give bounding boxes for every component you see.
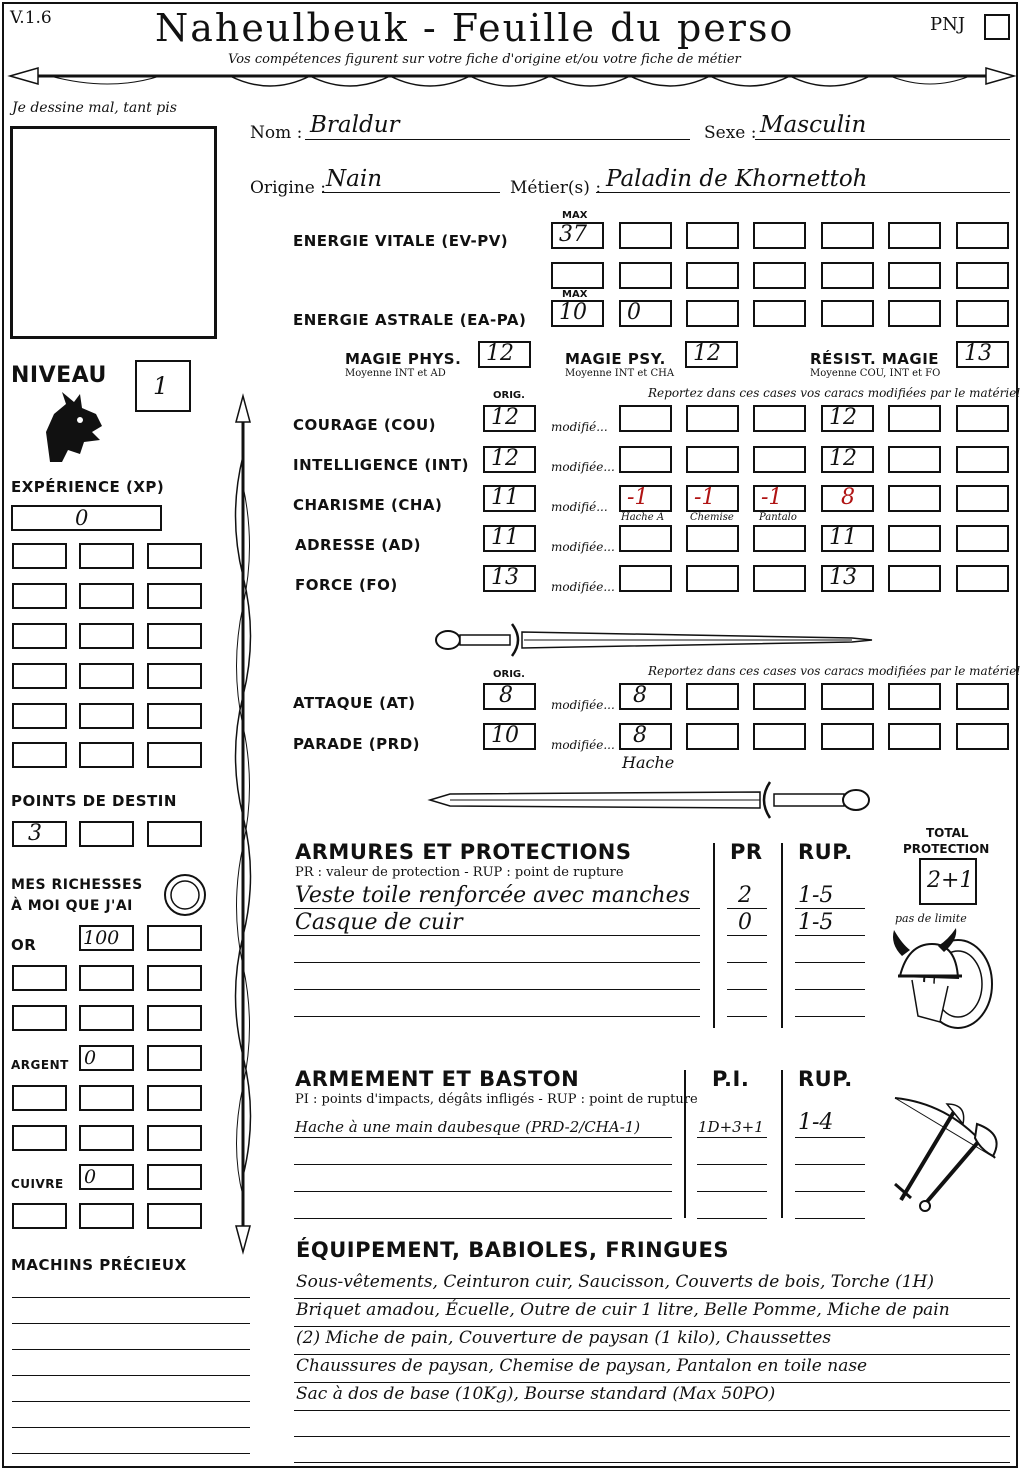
cou-mod-box[interactable] <box>753 405 806 432</box>
treasure-line[interactable] <box>12 1375 250 1376</box>
weapon-row-line <box>294 1137 672 1138</box>
cha-mod-box[interactable] <box>686 485 739 512</box>
armor-row-line[interactable] <box>294 962 700 963</box>
total-protection-label-1: TOTAL <box>926 826 969 840</box>
or-box[interactable] <box>79 925 134 951</box>
xp-grid-box[interactable] <box>12 663 67 689</box>
fo-mod-box[interactable] <box>888 565 941 592</box>
armor-note: PR : valeur de protection - RUP : point de rupture <box>295 865 624 880</box>
armor-row-line <box>727 908 767 909</box>
fo-orig-value: 13 <box>491 565 519 590</box>
ev-box[interactable] <box>821 262 874 289</box>
magie-psy-sub: Moyenne INT et CHA <box>565 368 675 379</box>
fo-mod-value: 13 <box>829 565 857 590</box>
xp-grid-box[interactable] <box>12 742 67 768</box>
ea-box[interactable] <box>686 300 739 327</box>
coin-icon <box>162 872 208 918</box>
prd-mod-box[interactable] <box>619 723 672 750</box>
int-mod-box[interactable] <box>753 446 806 473</box>
at-mod-box[interactable] <box>821 683 874 710</box>
ea-box[interactable] <box>821 300 874 327</box>
cou-modif-label: modifié... <box>551 420 608 434</box>
int-orig-value: 12 <box>491 446 519 471</box>
page-title: Naheulbeuk - Feuille du perso <box>155 6 795 50</box>
origine-underline <box>322 192 500 193</box>
ea-max-box[interactable] <box>551 300 604 327</box>
niveau-box[interactable] <box>135 360 191 412</box>
cha-mod-1-caption: Hache A <box>621 512 665 523</box>
weapon-item-name[interactable]: Hache à une main daubesque (PRD-2/CHA-1) <box>295 1118 641 1136</box>
at-mod-box[interactable] <box>619 683 672 710</box>
xp-grid-box[interactable] <box>147 543 202 569</box>
crossed-weapons-icon <box>885 1094 1005 1216</box>
ev-max-value: 37 <box>559 222 587 247</box>
or-box[interactable] <box>147 965 202 991</box>
equipment-line[interactable]: Briquet amadou, Écuelle, Outre de cuir 1 litre, Belle Pomme, Miche de pain <box>296 1300 950 1320</box>
equipment-row-line <box>294 1382 1010 1383</box>
ad-mod-value: 11 <box>829 525 857 550</box>
argent-box[interactable] <box>79 1085 134 1111</box>
magie-phys-sub: Moyenne INT et AD <box>345 368 446 379</box>
ea-box[interactable] <box>753 300 806 327</box>
destin-box[interactable] <box>147 821 202 847</box>
nom-underline <box>305 139 690 140</box>
treasure-line[interactable] <box>12 1349 250 1350</box>
armor-row-line[interactable] <box>795 989 865 990</box>
weapon-row-line[interactable] <box>795 1218 865 1219</box>
argent-box[interactable] <box>147 1125 202 1151</box>
ea-label: ENERGIE ASTRALE (EA-PA) <box>293 311 527 329</box>
sexe-value[interactable]: Masculin <box>760 112 867 138</box>
weapon-row-line[interactable] <box>294 1218 672 1219</box>
equipment-row-line <box>294 1326 1010 1327</box>
armor-row-line <box>727 935 767 936</box>
prd-mod-value: 8 <box>633 723 647 748</box>
cha-mod-3: -1 <box>761 485 783 510</box>
weapon-row-line[interactable] <box>294 1164 672 1165</box>
prd-orig-value: 10 <box>491 723 519 748</box>
machins-precieux-label: MACHINS PRÉCIEUX <box>11 1256 187 1274</box>
at-mod-box[interactable] <box>956 683 1009 710</box>
xp-grid-box[interactable] <box>79 623 134 649</box>
or-box[interactable] <box>79 965 134 991</box>
ev-max-label: MAX <box>562 210 588 221</box>
armor-row-line[interactable] <box>727 989 767 990</box>
ea-box[interactable] <box>888 300 941 327</box>
or-label: OR <box>11 936 37 954</box>
destin-box[interactable] <box>79 821 134 847</box>
cha-orig-value: 11 <box>491 485 519 510</box>
magie-phys-label: MAGIE PHYS. <box>345 350 462 368</box>
ad-mod-box[interactable] <box>956 525 1009 552</box>
ev-box[interactable] <box>753 222 806 249</box>
int-mod-box[interactable] <box>821 446 874 473</box>
origine-label: Origine : <box>250 178 326 198</box>
armor-pr-header: PR <box>730 840 763 864</box>
cuivre-box[interactable] <box>147 1164 202 1190</box>
sexe-label: Sexe : <box>704 123 757 143</box>
weapon-row-line[interactable] <box>697 1191 767 1192</box>
ev-box[interactable] <box>821 222 874 249</box>
at-label: ATTAQUE (AT) <box>293 694 416 712</box>
magie-psy-label: MAGIE PSY. <box>565 350 666 368</box>
cha-label: CHARISME (CHA) <box>293 496 443 514</box>
xp-grid-box[interactable] <box>12 623 67 649</box>
cuivre-value: 0 <box>84 1166 97 1188</box>
stats-orig-label: ORIG. <box>493 390 525 401</box>
prd-mod-box[interactable] <box>753 723 806 750</box>
armor-column-divider <box>781 843 783 1028</box>
or-box[interactable] <box>79 1005 134 1031</box>
weapon-row-line[interactable] <box>795 1164 865 1165</box>
page-subtitle: Vos compétences figurent sur votre fiche d'origine et/ou votre fiche de métier <box>228 52 741 67</box>
sexe-underline <box>755 139 1010 140</box>
ea-box[interactable] <box>619 300 672 327</box>
weapon-item-rup[interactable]: 1-4 <box>798 1110 834 1135</box>
helmet-shield-icon <box>888 926 998 1032</box>
cou-mod-box[interactable] <box>686 405 739 432</box>
equipment-line[interactable]: Sac à dos de base (10Kg), Bourse standard (Max 50PO) <box>296 1384 776 1404</box>
argent-box[interactable] <box>79 1045 134 1071</box>
int-mod-box[interactable] <box>956 446 1009 473</box>
prd-weapon-note: Hache <box>622 753 675 772</box>
metier-value[interactable]: Paladin de Khornettoh <box>606 166 868 192</box>
ev-box[interactable] <box>888 222 941 249</box>
armor-row-line <box>294 908 700 909</box>
total-protection-value: 2+1 <box>927 868 974 893</box>
ea-current-value: 0 <box>627 300 641 325</box>
equipment-section-title: ÉQUIPEMENT, BABIOLES, FRINGUES <box>296 1238 729 1262</box>
ad-mod-box[interactable] <box>821 525 874 552</box>
at-modif-label: modifiée... <box>551 698 615 712</box>
argent-box[interactable] <box>147 1085 202 1111</box>
equipment-line[interactable]: (2) Miche de pain, Couverture de paysan (1 kilo), Chaussettes <box>296 1328 832 1348</box>
weapon-row-line <box>697 1137 767 1138</box>
argent-box[interactable] <box>147 1045 202 1071</box>
armor-row-line[interactable] <box>795 962 865 963</box>
ev-max-box[interactable] <box>551 222 604 249</box>
magie-phys-box[interactable] <box>478 341 531 368</box>
resist-magie-label: RÉSIST. MAGIE <box>810 350 940 368</box>
xp-value: 0 <box>75 506 89 530</box>
xp-grid-box[interactable] <box>147 623 202 649</box>
combat-report-note: Reportez dans ces cases vos caracs modifiées par le matériel <box>648 664 1021 678</box>
equipment-row-line <box>294 1354 1010 1355</box>
treasure-line[interactable] <box>12 1323 250 1324</box>
armor-row-line[interactable] <box>795 1016 865 1017</box>
equipment-row-line[interactable] <box>294 1436 1010 1437</box>
metier-label: Métier(s) : <box>510 178 602 198</box>
ev-box[interactable] <box>686 222 739 249</box>
richesses-label-2: À MOI QUE J'AI <box>11 898 133 914</box>
cha-mod-box[interactable] <box>888 485 941 512</box>
armor-item-rup[interactable]: 1-5 <box>798 910 834 935</box>
ev-box[interactable] <box>753 262 806 289</box>
cha-mod-2: -1 <box>694 485 716 510</box>
argent-label: ARGENT <box>11 1058 69 1072</box>
destin-box[interactable] <box>12 821 67 847</box>
combat-orig-label: ORIG. <box>493 669 525 680</box>
prd-mod-box[interactable] <box>821 723 874 750</box>
or-box[interactable] <box>12 965 67 991</box>
treasure-line[interactable] <box>12 1427 250 1428</box>
total-protection-label-2: PROTECTION <box>903 842 990 856</box>
fo-modif-label: modifiée... <box>551 580 615 594</box>
resist-magie-sub: Moyenne COU, INT et FO <box>810 368 941 379</box>
armor-item-name[interactable]: Casque de cuir <box>295 910 463 935</box>
magie-phys-value: 12 <box>486 341 514 366</box>
fo-mod-box[interactable] <box>686 565 739 592</box>
weapons-note: PI : points d'impacts, dégâts infligés - RUP : point de rupture <box>295 1092 698 1107</box>
richesses-label-1: MES RICHESSES <box>11 877 143 893</box>
cha-mod-1: -1 <box>627 485 649 510</box>
int-orig-box[interactable] <box>483 446 536 473</box>
sword-icon <box>432 620 872 660</box>
equipment-line[interactable]: Chaussures de paysan, Chemise de paysan, Pantalon en toile nase <box>296 1356 868 1376</box>
xp-grid-box[interactable] <box>79 583 134 609</box>
xp-grid-box[interactable] <box>147 663 202 689</box>
armor-item-pr[interactable]: 0 <box>738 910 752 935</box>
xp-grid-box[interactable] <box>79 742 134 768</box>
or-value: 100 <box>83 927 120 949</box>
cou-mod-value: 12 <box>829 405 857 430</box>
xp-grid-box[interactable] <box>79 703 134 729</box>
armor-rup-header: RUP. <box>798 840 853 864</box>
cha-mod-total: 8 <box>841 485 855 510</box>
ev-box[interactable] <box>551 262 604 289</box>
fo-label: FORCE (FO) <box>295 576 398 594</box>
cou-mod-box[interactable] <box>821 405 874 432</box>
ev-box[interactable] <box>956 262 1009 289</box>
xp-grid-box[interactable] <box>79 663 134 689</box>
armor-item-name[interactable]: Veste toile renforcée avec manches <box>295 883 690 908</box>
ad-orig-value: 11 <box>491 525 519 550</box>
or-box[interactable] <box>12 1005 67 1031</box>
xp-grid-box[interactable] <box>147 742 202 768</box>
ev-box[interactable] <box>956 222 1009 249</box>
equipment-row-line <box>294 1298 1010 1299</box>
argent-box[interactable] <box>12 1125 67 1151</box>
origine-value[interactable]: Nain <box>326 166 383 192</box>
treasure-line[interactable] <box>12 1401 250 1402</box>
ea-box[interactable] <box>956 300 1009 327</box>
weapons-column-divider <box>684 1070 686 1218</box>
ev-box[interactable] <box>619 222 672 249</box>
argent-box[interactable] <box>12 1085 67 1111</box>
prd-mod-box[interactable] <box>956 723 1009 750</box>
xp-label: EXPÉRIENCE (XP) <box>11 478 165 496</box>
xp-grid-box[interactable] <box>12 583 67 609</box>
cuivre-box[interactable] <box>12 1203 67 1229</box>
ea-max-value: 10 <box>559 300 587 325</box>
armor-row-line <box>795 935 865 936</box>
xp-grid-box[interactable] <box>79 543 134 569</box>
destin-value: 3 <box>28 821 42 846</box>
argent-value: 0 <box>84 1047 97 1069</box>
armor-section-title: ARMURES ET PROTECTIONS <box>295 840 632 864</box>
weapon-row-line[interactable] <box>294 1191 672 1192</box>
spear-divider-icon <box>10 62 1014 102</box>
armor-row-line <box>294 935 700 936</box>
equipment-line[interactable]: Sous-vêtements, Ceinturon cuir, Saucisson, Couverts de bois, Torche (1H) <box>296 1272 934 1292</box>
at-mod-value: 8 <box>633 683 647 708</box>
weapon-row-line <box>795 1137 865 1138</box>
ad-mod-box[interactable] <box>686 525 739 552</box>
pnj-checkbox[interactable] <box>984 14 1010 40</box>
cha-mod-box[interactable] <box>619 485 672 512</box>
fo-orig-box[interactable] <box>483 565 536 592</box>
ad-mod-box[interactable] <box>619 525 672 552</box>
int-mod-box[interactable] <box>619 446 672 473</box>
stats-report-note: Reportez dans ces cases vos caracs modifiées par le matériel <box>648 386 1021 400</box>
destin-label: POINTS DE DESTIN <box>11 792 177 810</box>
version-label: V.1.6 <box>10 8 52 28</box>
total-protection-box[interactable] <box>919 858 977 905</box>
int-mod-box[interactable] <box>888 446 941 473</box>
prd-orig-box[interactable] <box>483 723 536 750</box>
xp-grid-box[interactable] <box>147 583 202 609</box>
weapons-pi-header: P.I. <box>712 1067 750 1091</box>
or-box[interactable] <box>147 1005 202 1031</box>
equipment-row-line[interactable] <box>294 1462 1010 1463</box>
ad-label: ADRESSE (AD) <box>295 536 422 554</box>
ev-box[interactable] <box>686 262 739 289</box>
equipment-row-line <box>294 1410 1010 1411</box>
cha-mod-box[interactable] <box>821 485 874 512</box>
armor-row-line <box>795 908 865 909</box>
int-label: INTELLIGENCE (INT) <box>293 456 469 474</box>
cha-mod-2-caption: Chemise <box>690 512 734 523</box>
prd-mod-box[interactable] <box>888 723 941 750</box>
xp-box[interactable] <box>11 505 162 531</box>
prd-modif-label: modifiée... <box>551 738 615 752</box>
weapon-row-line[interactable] <box>795 1191 865 1192</box>
weapon-item-pi[interactable]: 1D+3+1 <box>698 1118 764 1136</box>
resist-magie-box[interactable] <box>956 341 1009 368</box>
treasure-line[interactable] <box>12 1453 250 1454</box>
cha-mod-box[interactable] <box>956 485 1009 512</box>
argent-box[interactable] <box>79 1125 134 1151</box>
armor-row-line[interactable] <box>294 989 700 990</box>
cuivre-box[interactable] <box>79 1203 134 1229</box>
armor-item-rup[interactable]: 1-5 <box>798 883 834 908</box>
cha-mod-3-caption: Pantalo <box>759 512 797 523</box>
metier-underline <box>596 192 1010 193</box>
int-mod-box[interactable] <box>686 446 739 473</box>
fo-mod-box[interactable] <box>821 565 874 592</box>
cuivre-label: CUIVRE <box>11 1177 64 1191</box>
armor-row-line[interactable] <box>294 1016 700 1017</box>
dragon-head-icon <box>40 392 106 464</box>
fo-mod-box[interactable] <box>753 565 806 592</box>
ad-mod-box[interactable] <box>753 525 806 552</box>
weapon-row-line[interactable] <box>697 1218 767 1219</box>
at-mod-box[interactable] <box>686 683 739 710</box>
pnj-label: PNJ <box>930 14 966 35</box>
int-mod-value: 12 <box>829 446 857 471</box>
armor-row-line[interactable] <box>727 1016 767 1017</box>
armor-column-divider <box>713 843 715 1028</box>
weapons-column-divider <box>781 1070 783 1218</box>
niveau-label: NIVEAU <box>11 363 107 388</box>
ev-box[interactable] <box>888 262 941 289</box>
prd-mod-box[interactable] <box>686 723 739 750</box>
portrait-caption: Je dessine mal, tant pis <box>12 100 177 116</box>
fo-mod-box[interactable] <box>956 565 1009 592</box>
ev-label: ENERGIE VITALE (EV-PV) <box>293 232 509 250</box>
cou-mod-box[interactable] <box>888 405 941 432</box>
nom-label: Nom : <box>250 123 303 143</box>
at-orig-box[interactable] <box>483 683 536 710</box>
portrait-box[interactable] <box>10 126 217 339</box>
at-mod-box[interactable] <box>753 683 806 710</box>
ad-mod-box[interactable] <box>888 525 941 552</box>
ea-max-label: MAX <box>562 289 588 300</box>
cha-orig-box[interactable] <box>483 485 536 512</box>
weapons-section-title: ARMEMENT ET BASTON <box>295 1067 580 1091</box>
magie-psy-value: 12 <box>693 341 721 366</box>
or-box[interactable] <box>147 925 202 951</box>
no-limit-note: pas de limite <box>895 912 967 925</box>
sword-icon <box>430 778 872 822</box>
xp-grid-box[interactable] <box>12 543 67 569</box>
cou-orig-box[interactable] <box>483 405 536 432</box>
vertical-spear-icon <box>228 396 258 1252</box>
cha-mod-box[interactable] <box>753 485 806 512</box>
cha-modif-label: modifié... <box>551 500 608 514</box>
armor-item-pr[interactable]: 2 <box>738 883 752 908</box>
weapons-rup-header: RUP. <box>798 1067 853 1091</box>
cuivre-box[interactable] <box>79 1164 134 1190</box>
resist-magie-value: 13 <box>964 341 992 366</box>
magie-psy-box[interactable] <box>685 341 738 368</box>
prd-label: PARADE (PRD) <box>293 735 421 753</box>
ad-modif-label: modifiée... <box>551 540 615 554</box>
ev-box[interactable] <box>619 262 672 289</box>
cou-orig-value: 12 <box>491 405 519 430</box>
cuivre-box[interactable] <box>147 1203 202 1229</box>
int-modif-label: modifiée... <box>551 460 615 474</box>
niveau-value: 1 <box>153 372 169 400</box>
treasure-line[interactable] <box>12 1297 250 1298</box>
nom-value[interactable]: Braldur <box>310 112 400 138</box>
cou-mod-box[interactable] <box>956 405 1009 432</box>
fo-mod-box[interactable] <box>619 565 672 592</box>
at-orig-value: 8 <box>499 683 513 708</box>
weapon-row-line[interactable] <box>697 1164 767 1165</box>
cou-label: COURAGE (COU) <box>293 416 437 434</box>
xp-grid-box[interactable] <box>147 703 202 729</box>
at-mod-box[interactable] <box>888 683 941 710</box>
ad-orig-box[interactable] <box>483 525 536 552</box>
armor-row-line[interactable] <box>727 962 767 963</box>
cou-mod-box[interactable] <box>619 405 672 432</box>
xp-grid-box[interactable] <box>12 703 67 729</box>
